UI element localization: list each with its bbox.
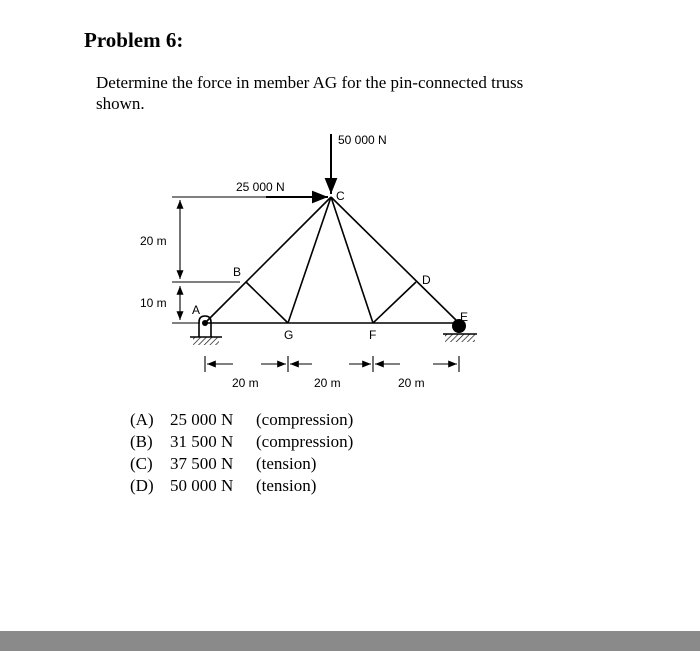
option-value: 31 500 N: [170, 432, 234, 451]
member-fd: [373, 282, 416, 323]
load-top-label: 50 000 N: [338, 133, 387, 147]
option-d: [130, 475, 353, 497]
option-type: (compression): [256, 410, 354, 429]
dim-vertical-lower: 10 m: [140, 296, 167, 310]
node-label-e: E: [460, 310, 469, 324]
answer-options: [130, 409, 353, 497]
member-cf: [331, 197, 373, 323]
problem-question: Determine the force in member AG for the pin-connected truss shown.: [96, 73, 524, 113]
member-bg: [246, 282, 288, 323]
member-gc: [288, 197, 331, 323]
dim-horizontal-3: 20 m: [398, 376, 425, 390]
option-c: [130, 453, 353, 475]
node-label-f: F: [369, 328, 377, 342]
dim-horizontal-1: 20 m: [232, 376, 259, 390]
member-ce: [331, 197, 459, 323]
node-label-c: C: [336, 189, 345, 203]
truss-members: [205, 197, 459, 323]
dim-vertical-upper: 20 m: [140, 234, 167, 248]
dim-horizontal-2: 20 m: [314, 376, 341, 390]
option-value: 37 500 N: [170, 454, 234, 473]
option-label: (C): [130, 454, 153, 473]
option-type: (compression): [256, 432, 354, 451]
option-b: [130, 431, 353, 453]
option-label: (D): [130, 476, 154, 495]
node-label-d: D: [422, 273, 431, 287]
node-label-b: B: [233, 265, 242, 279]
option-type: (tension): [256, 454, 317, 473]
option-value: 25 000 N: [170, 410, 234, 429]
load-horizontal-label: 25 000 N: [236, 180, 285, 194]
option-type: (tension): [256, 476, 317, 495]
option-value: 50 000 N: [170, 476, 234, 495]
horizontal-dimensions: [205, 356, 459, 372]
option-label: (B): [130, 432, 153, 451]
node-label-a: A: [192, 303, 201, 317]
problem-title: Problem 6:: [84, 28, 184, 52]
node-label-g: G: [284, 328, 294, 342]
pin-support-a: [190, 316, 222, 345]
option-label: (A): [130, 410, 154, 429]
bottom-bar: [0, 631, 700, 651]
option-a: [130, 409, 353, 431]
